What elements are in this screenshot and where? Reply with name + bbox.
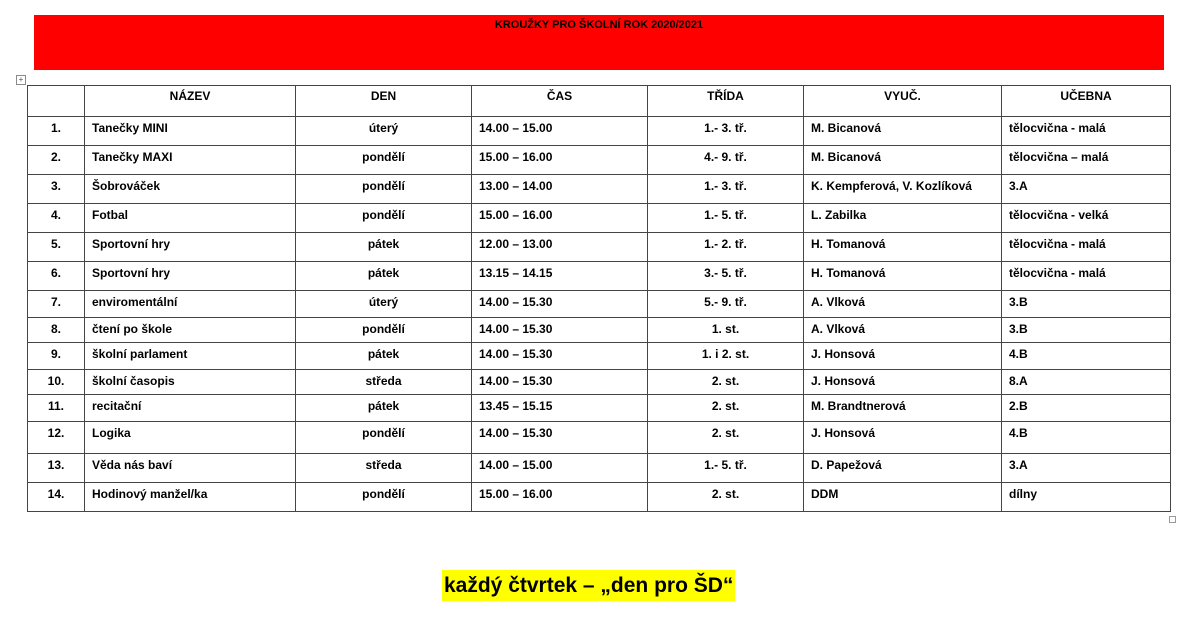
- header-name: NÁZEV: [85, 86, 296, 117]
- page-title: KROUŽKY PRO ŠKOLNÍ ROK 2020/2021: [494, 19, 704, 31]
- cell-teacher: DDM: [804, 483, 1002, 512]
- cell-day: pondělí: [296, 483, 472, 512]
- cell-time: 13.45 – 15.15: [472, 395, 648, 422]
- cell-teacher: J. Honsová: [804, 422, 1002, 454]
- resize-square-icon[interactable]: [1169, 516, 1176, 523]
- cell-number: 12.: [28, 422, 85, 454]
- cell-class: 1.- 2. tř.: [648, 233, 804, 262]
- cell-time: 14.00 – 15.30: [472, 343, 648, 370]
- cell-teacher: A. Vlková: [804, 318, 1002, 343]
- footer-note: každý čtvrtek – „den pro ŠD“: [442, 570, 735, 601]
- cell-day: pondělí: [296, 422, 472, 454]
- header-room: UČEBNA: [1002, 86, 1171, 117]
- cell-name: čtení po škole: [85, 318, 296, 343]
- cell-number: 2.: [28, 146, 85, 175]
- cell-number: 7.: [28, 291, 85, 318]
- cell-time: 14.00 – 15.00: [472, 454, 648, 483]
- cell-number: 3.: [28, 175, 85, 204]
- cell-teacher: L. Zabilka: [804, 204, 1002, 233]
- cell-name: Hodinový manžel/ka: [85, 483, 296, 512]
- table-row: [28, 395, 1171, 422]
- cell-day: pátek: [296, 395, 472, 422]
- cell-time: 13.15 – 14.15: [472, 262, 648, 291]
- cell-class: 2. st.: [648, 483, 804, 512]
- cell-room: tělocvična - velká: [1002, 204, 1171, 233]
- cell-teacher: M. Bicanová: [804, 117, 1002, 146]
- cell-teacher: M. Brandtnerová: [804, 395, 1002, 422]
- title-banner: [34, 15, 1164, 70]
- cell-time: 14.00 – 15.00: [472, 117, 648, 146]
- table-row: [28, 291, 1171, 318]
- cell-name: školní časopis: [85, 370, 296, 395]
- cell-room: 4.B: [1002, 343, 1171, 370]
- cell-day: úterý: [296, 291, 472, 318]
- table-row: [28, 233, 1171, 262]
- cell-teacher: H. Tomanová: [804, 233, 1002, 262]
- cell-room: tělocvična - malá: [1002, 233, 1171, 262]
- cell-class: 1.- 5. tř.: [648, 204, 804, 233]
- header-teacher: VYUČ.: [804, 86, 1002, 117]
- cell-time: 15.00 – 16.00: [472, 204, 648, 233]
- table-row: [28, 422, 1171, 454]
- cell-number: 14.: [28, 483, 85, 512]
- cell-number: 5.: [28, 233, 85, 262]
- cell-day: pátek: [296, 262, 472, 291]
- cell-day: středa: [296, 370, 472, 395]
- cell-name: Sportovní hry: [85, 262, 296, 291]
- cell-teacher: A. Vlková: [804, 291, 1002, 318]
- cell-number: 6.: [28, 262, 85, 291]
- cell-room: 4.B: [1002, 422, 1171, 454]
- cell-class: 1. i 2. st.: [648, 343, 804, 370]
- cell-name: Sportovní hry: [85, 233, 296, 262]
- cell-room: 8.A: [1002, 370, 1171, 395]
- clubs-table: [27, 85, 1171, 512]
- cell-time: 14.00 – 15.30: [472, 422, 648, 454]
- cell-number: 11.: [28, 395, 85, 422]
- cell-name: recitační: [85, 395, 296, 422]
- cell-class: 2. st.: [648, 370, 804, 395]
- cell-class: 3.- 5. tř.: [648, 262, 804, 291]
- cell-room: tělocvična - malá: [1002, 117, 1171, 146]
- cell-class: 1.- 5. tř.: [648, 454, 804, 483]
- header-number: [28, 86, 85, 117]
- cell-room: 3.A: [1002, 454, 1171, 483]
- cell-name: Věda nás baví: [85, 454, 296, 483]
- cell-number: 4.: [28, 204, 85, 233]
- cell-name: Šobrováček: [85, 175, 296, 204]
- cell-number: 1.: [28, 117, 85, 146]
- cell-name: Fotbal: [85, 204, 296, 233]
- cell-class: 1.- 3. tř.: [648, 117, 804, 146]
- cell-teacher: K. Kempferová, V. Kozlíková: [804, 175, 1002, 204]
- cell-day: pondělí: [296, 175, 472, 204]
- table-row: [28, 117, 1171, 146]
- cell-name: Logika: [85, 422, 296, 454]
- cell-day: středa: [296, 454, 472, 483]
- table-row: [28, 262, 1171, 291]
- header-day: DEN: [296, 86, 472, 117]
- cell-room: 2.B: [1002, 395, 1171, 422]
- cell-number: 9.: [28, 343, 85, 370]
- cell-day: pátek: [296, 343, 472, 370]
- table-row: [28, 146, 1171, 175]
- cell-day: pátek: [296, 233, 472, 262]
- cell-time: 14.00 – 15.30: [472, 370, 648, 395]
- cell-class: 1.- 3. tř.: [648, 175, 804, 204]
- cell-day: úterý: [296, 117, 472, 146]
- cell-teacher: M. Bicanová: [804, 146, 1002, 175]
- table-row: [28, 318, 1171, 343]
- cell-room: 3.A: [1002, 175, 1171, 204]
- cell-room: tělocvična – malá: [1002, 146, 1171, 175]
- cell-name: Tanečky MINI: [85, 117, 296, 146]
- cell-number: 8.: [28, 318, 85, 343]
- table-header-row: [28, 86, 1171, 117]
- cell-class: 1. st.: [648, 318, 804, 343]
- cell-time: 15.00 – 16.00: [472, 146, 648, 175]
- cell-time: 12.00 – 13.00: [472, 233, 648, 262]
- cell-name: školní parlament: [85, 343, 296, 370]
- table-row: [28, 175, 1171, 204]
- cell-teacher: H. Tomanová: [804, 262, 1002, 291]
- cell-time: 13.00 – 14.00: [472, 175, 648, 204]
- table-row: [28, 204, 1171, 233]
- cell-class: 2. st.: [648, 395, 804, 422]
- cell-name: Tanečky MAXI: [85, 146, 296, 175]
- table-row: [28, 343, 1171, 370]
- cell-name: enviromentální: [85, 291, 296, 318]
- header-class: TŘÍDA: [648, 86, 804, 117]
- cell-teacher: D. Papežová: [804, 454, 1002, 483]
- cell-teacher: J. Honsová: [804, 370, 1002, 395]
- cell-number: 13.: [28, 454, 85, 483]
- cell-room: 3.B: [1002, 291, 1171, 318]
- cell-room: 3.B: [1002, 318, 1171, 343]
- cell-class: 2. st.: [648, 422, 804, 454]
- cell-room: tělocvična - malá: [1002, 262, 1171, 291]
- header-time: ČAS: [472, 86, 648, 117]
- cell-class: 5.- 9. tř.: [648, 291, 804, 318]
- table-row: [28, 370, 1171, 395]
- cell-teacher: J. Honsová: [804, 343, 1002, 370]
- cell-time: 14.00 – 15.30: [472, 318, 648, 343]
- cell-room: dílny: [1002, 483, 1171, 512]
- cell-day: pondělí: [296, 146, 472, 175]
- cell-day: pondělí: [296, 204, 472, 233]
- move-cross-icon[interactable]: +: [16, 75, 26, 85]
- table-row: [28, 454, 1171, 483]
- cell-time: 15.00 – 16.00: [472, 483, 648, 512]
- table-row: [28, 483, 1171, 512]
- cell-class: 4.- 9. tř.: [648, 146, 804, 175]
- cell-number: 10.: [28, 370, 85, 395]
- cell-day: pondělí: [296, 318, 472, 343]
- cell-time: 14.00 – 15.30: [472, 291, 648, 318]
